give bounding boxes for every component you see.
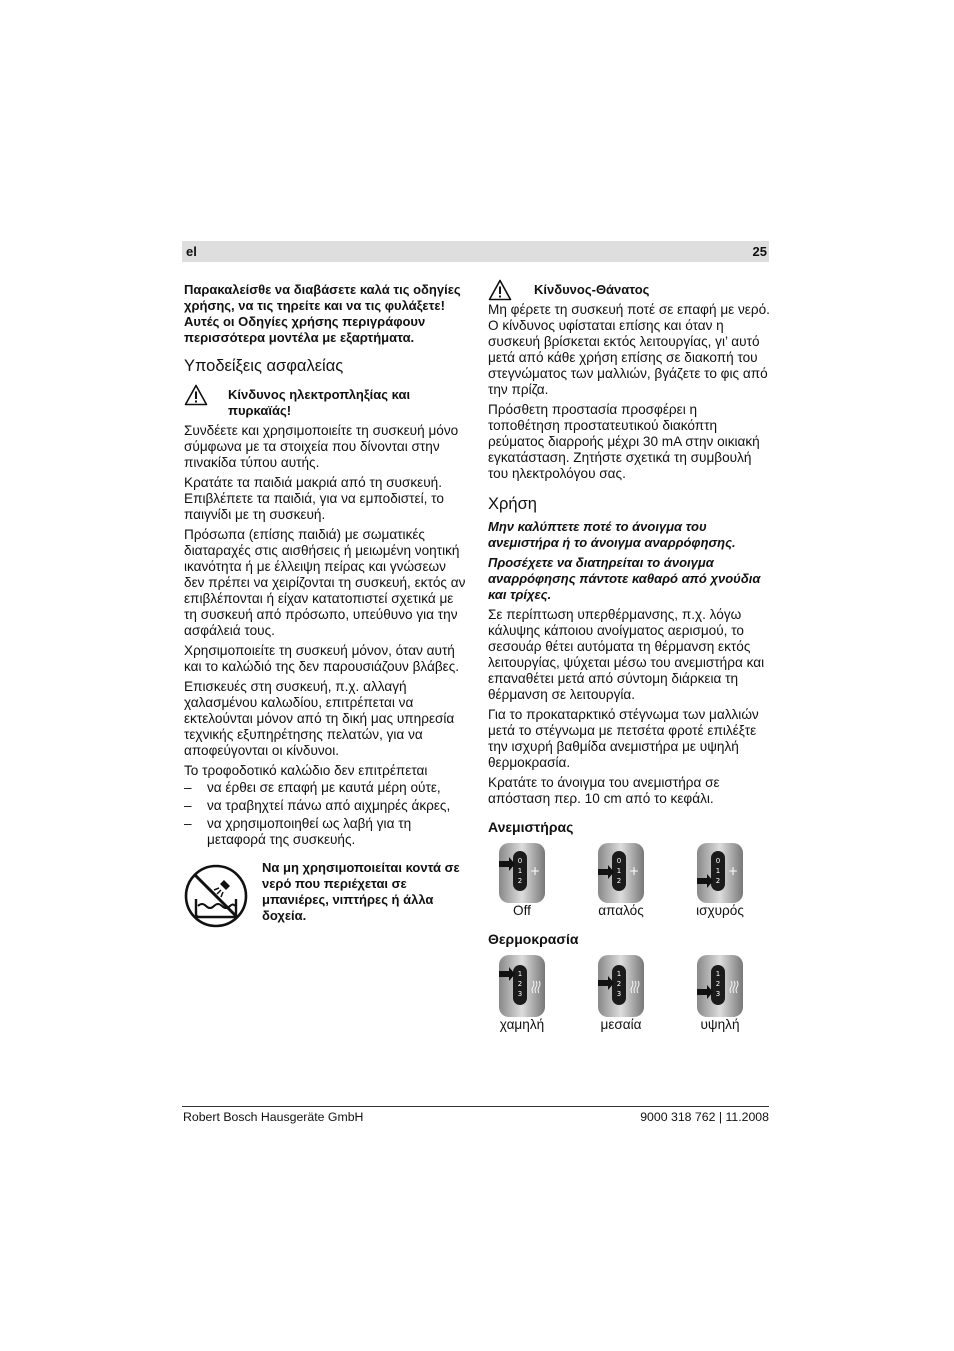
- switch-digit: 1: [715, 970, 721, 978]
- switch-digit: 2: [616, 980, 622, 988]
- intro-text: Παρακαλείσθε να διαβάσετε καλά τις οδηγίες χρήσης, να τις τηρείτε και να τις φυλάξετε! Αυτές οι Οδηγίες χρήσης περιγράφουν περισσότερα μοντέλα με εξαρτήματα.: [184, 282, 461, 345]
- switch-digit: 0: [616, 857, 622, 865]
- safety-heading: Υποδείξεις ασφαλείας: [184, 357, 344, 375]
- paragraph: Χρησιμοποιείτε τη συσκευή μόνον, όταν αυτή και το καλώδιό της δεν παρουσιάζουν βλάβες.: [184, 643, 460, 674]
- bath-warning: [184, 860, 466, 926]
- temp-setting-medium: [587, 955, 655, 1033]
- paragraph: Για το προκαταρκτικό στέγνωμα των μαλλιών μετά το στέγνωμα με πετσέτα φροτέ επιλέξτε την ισχυρή βαθμίδα ανεμιστήρα με υψηλή θερμοκρασία.: [488, 707, 759, 770]
- fan-label: απαλός: [598, 903, 644, 918]
- list-item: – να χρησιμοποιηθεί ως λαβή για τη μεταφορά της συσκευής.: [184, 816, 466, 848]
- fan-setting-off: [488, 843, 556, 919]
- left-column: [184, 282, 466, 926]
- bold-italic-note: Μην καλύπτετε ποτέ το άνοιγμα του ανεμιστήρα ή το άνοιγμα αναρρόφησης.: [488, 519, 736, 550]
- switch-digit: 1: [715, 867, 721, 875]
- switch-digit: 1: [517, 867, 523, 875]
- paragraph: Κρατάτε το άνοιγμα του ανεμιστήρα σε απόσταση περ. 10 cm από το κεφάλι.: [488, 775, 720, 806]
- temp-setting-high: [686, 955, 754, 1033]
- page-header: [182, 241, 769, 262]
- switch-digit: 2: [715, 877, 721, 885]
- switch-digit: 2: [517, 877, 523, 885]
- switch-digit: 1: [517, 970, 523, 978]
- warning-title: Κίνδυνος ηλεκτροπληξίας και πυρκαϊάς!: [228, 387, 411, 418]
- svg-text:+: +: [529, 864, 541, 878]
- use-heading: Χρήση: [488, 495, 537, 513]
- temp-switch-low-icon: [499, 955, 545, 1017]
- fan-switch-low-icon: [598, 843, 644, 903]
- fan-label: ισχυρός: [696, 903, 744, 918]
- svg-text:+: +: [628, 864, 640, 878]
- fan-heading: Ανεμιστήρας: [488, 819, 574, 835]
- temperature-label: μεσαία: [600, 1017, 642, 1032]
- fan-switch-off-icon: [499, 843, 545, 903]
- switch-digit: 3: [616, 990, 622, 998]
- paragraph: Πρόσωπα (επίσης παιδιά) με σωματικές διαταραχές στις αισθήσεις ή μειωμένη νοητική ικανότητα ή με έλλειψη πείρας και γνώσεων δεν πρέπει να χειρίζονται τη συσκευή, εκτός αν επιβλέπονται ή είχαν κατατοπιστεί σχετικά με τη συσκευή από πρόσωπο, υπεύθυνο για την ασφάλειά τους.: [184, 527, 466, 638]
- paragraph: Μη φέρετε τη συσκευή ποτέ σε επαφή με νερό. Ο κίνδυνος υφίσταται επίσης και όταν η συσκευή βρίσκεται εκτός λειτουργίας, γι’ αυτό μετά από κάθε χρήση επίσης σε διακοπή του στεγνώματος των μαλλιών, βγάζετε το φις από την πρίζα.: [488, 302, 770, 397]
- right-column: [488, 282, 771, 1033]
- fan-setting-high: [686, 843, 754, 919]
- paragraph: Συνδέετε και χρησιμοποιείτε τη συσκευή μόνο σύμφωνα με τα στοιχεία που δίνονται στην πινακίδα τύπου αυτής.: [184, 423, 459, 470]
- switch-digit: 1: [616, 867, 622, 875]
- bath-warning-text: Να μη χρησιμοποιείται κοντά σε νερό που περιέχεται σε μπανιέρες, νιπτήρες ή άλλα δοχεία.: [262, 860, 460, 923]
- temperature-settings-figures: [488, 955, 754, 1033]
- switch-digit: 0: [517, 857, 523, 865]
- switch-digit: 3: [517, 990, 523, 998]
- switch-digit: 2: [715, 980, 721, 988]
- temp-setting-low: [488, 955, 556, 1033]
- temp-switch-high-icon: [697, 955, 743, 1017]
- language-code: el: [186, 244, 197, 259]
- paragraph: Το τροφοδοτικό καλώδιο δεν επιτρέπεται: [184, 763, 428, 778]
- fan-switch-high-icon: [697, 843, 743, 903]
- temp-switch-medium-icon: [598, 955, 644, 1017]
- list-item: – να έρθει σε επαφή με καυτά μέρη ούτε,: [184, 780, 466, 796]
- bold-italic-note: Προσέχετε να διατηρείται το άνοιγμα αναρρόφησης πάντοτε καθαρό από χνούδια και τρίχες.: [488, 555, 761, 602]
- warning-triangle-icon: [488, 279, 512, 301]
- temperature-heading: Θερμοκρασία: [488, 931, 579, 947]
- no-water-bath-icon: [184, 864, 248, 928]
- footer-divider: [182, 1106, 769, 1107]
- switch-digit: 0: [715, 857, 721, 865]
- switch-digit: 2: [616, 877, 622, 885]
- paragraph: Επισκευές στη συσκευή, π.χ. αλλαγή χαλασμένου καλωδίου, επιτρέπεται να εκτελούνται μόνον από τη δική μας υπηρεσία τεχνικής εξυπηρέτησης πελατών, για να αποφεύγονται οι κίνδυνοι.: [184, 679, 455, 758]
- footer-company: Robert Bosch Hausgeräte GmbH: [183, 1110, 364, 1124]
- paragraph: Κρατάτε τα παιδιά μακριά από τη συσκευή. Επιβλέπετε τα παιδιά, για να εμποδιστεί, το παιγνίδι με τη συσκευή.: [184, 475, 444, 522]
- death-warning: [488, 282, 771, 300]
- switch-digit: 3: [715, 990, 721, 998]
- temperature-label: χαμηλή: [499, 1017, 545, 1032]
- paragraph: Πρόσθετη προστασία προσφέρει η τοποθέτηση προστατευτικού διακόπτη ρεύματος διαρροής μέχρι 30 mA στην οικιακή εγκατάσταση. Ζητήστε σχετικά τη συμβουλή του ηλεκτρολόγου σας.: [488, 402, 760, 481]
- switch-digit: 2: [517, 980, 523, 988]
- warning-triangle-icon: [184, 384, 208, 406]
- warning-title: Κίνδυνος-Θάνατος: [534, 282, 650, 297]
- temperature-label: υψηλή: [700, 1017, 740, 1032]
- paragraph: Σε περίπτωση υπερθέρμανσης, π.χ. λόγω κάλυψης κάποιου ανοίγματος αερισμού, το σεσουάρ θέτει αυτόματα τη θέρμανση εκτός λειτουργίας, ψύχεται μέσω του ανεμιστήρα και επαναθέτει μετά από σύντομη διάρκεια τη θέρμανση σε λειτουργία.: [488, 607, 765, 702]
- page-number: 25: [752, 244, 767, 259]
- list-item: – να τραβηχτεί πάνω από αιχμηρές άκρες,: [184, 798, 466, 814]
- cord-rules-list: [184, 780, 466, 848]
- switch-digit: 1: [616, 970, 622, 978]
- footer-doc-number: 9000 318 762 | 11.2008: [640, 1110, 769, 1124]
- svg-text:+: +: [727, 864, 739, 878]
- fan-label: Off: [513, 903, 531, 918]
- electric-shock-warning: [184, 387, 466, 419]
- fan-settings-figures: [488, 843, 754, 919]
- fan-setting-low: [587, 843, 655, 919]
